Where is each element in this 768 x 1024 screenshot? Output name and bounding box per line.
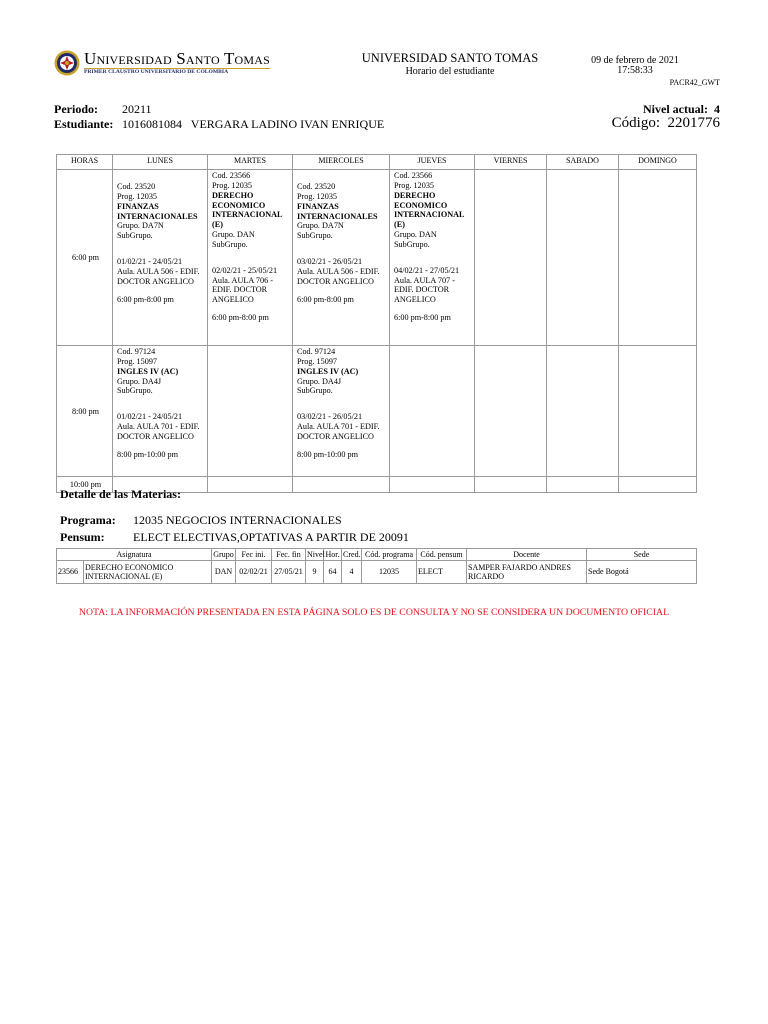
cell-cod-programa: 12035 bbox=[362, 561, 417, 584]
empty-cell bbox=[475, 346, 547, 477]
class-subgrupo: SubGrupo. bbox=[117, 231, 153, 241]
empty-cell bbox=[208, 477, 293, 493]
class-aula: Aula. AULA 707 - EDIF. DOCTOR ANGELICO bbox=[394, 275, 455, 305]
periodo-value: 20211 bbox=[122, 102, 152, 116]
pensum-value: ELECT ELECTIVAS,OPTATIVAS A PARTIR DE 20091 bbox=[133, 530, 409, 544]
cell-grupo: DAN bbox=[212, 561, 236, 584]
col-fec-ini: Fec ini. bbox=[236, 549, 272, 561]
hour-cell: 6:00 pm bbox=[57, 170, 113, 346]
schedule-row-8pm bbox=[57, 346, 697, 477]
empty-cell bbox=[547, 346, 619, 477]
programa-value: 12035 NEGOCIOS INTERNACIONALES bbox=[133, 513, 342, 527]
col-jueves: JUEVES bbox=[390, 155, 475, 170]
class-grupo: Grupo. DA7N bbox=[117, 221, 164, 231]
cell-nivel: 9 bbox=[306, 561, 324, 584]
col-lunes: LUNES bbox=[113, 155, 208, 170]
class-time: 6:00 pm-8:00 pm bbox=[297, 294, 354, 304]
class-grupo: Grupo. DA4J bbox=[117, 376, 162, 386]
header-date: 09 de febrero de 2021 bbox=[591, 55, 679, 66]
report-code: PACR42_GWT bbox=[669, 78, 720, 87]
class-cod: Cod. 23520 bbox=[297, 182, 336, 191]
programa-label: Programa: bbox=[60, 513, 116, 527]
disclaimer-note: NOTA: LA INFORMACIÓN PRESENTADA EN ESTA PÁGINA SOLO ES DE CONSULTA Y NO SE CONSIDERA UN DOCUMENTO OFICIAL bbox=[78, 607, 670, 618]
class-name: FINANZAS INTERNACIONALES bbox=[297, 201, 378, 221]
class-prog: Prog. 12035 bbox=[117, 191, 158, 201]
class-name: DERECHO ECONOMICO INTERNACIONAL (E) bbox=[394, 190, 465, 230]
periodo-label: Periodo: bbox=[54, 102, 98, 116]
empty-cell bbox=[208, 346, 293, 477]
class-subgrupo: SubGrupo. bbox=[297, 386, 333, 396]
header-subtitle: Horario del estudiante bbox=[405, 66, 495, 77]
class-cod: Cod. 97124 bbox=[117, 347, 156, 356]
logo-tagline: PRIMER CLAUSTRO UNIVERSITARIO DE COLOMBIA bbox=[84, 68, 270, 76]
empty-cell bbox=[619, 346, 697, 477]
class-cell-miercoles bbox=[293, 346, 390, 477]
class-time: 6:00 pm-8:00 pm bbox=[117, 294, 174, 304]
class-name: DERECHO ECONOMICO INTERNACIONAL (E) bbox=[212, 190, 283, 230]
cell-sede: Sede Bogotá bbox=[587, 561, 697, 584]
schedule-table bbox=[56, 154, 697, 493]
estudiante-label: Estudiante: bbox=[54, 117, 114, 131]
class-cell-martes bbox=[208, 170, 293, 346]
class-name: INGLES IV (AC) bbox=[297, 366, 359, 376]
class-aula: Aula. AULA 506 - EDIF. DOCTOR ANGELICO bbox=[297, 266, 380, 286]
class-aula: Aula. AULA 701 - EDIF. DOCTOR ANGELICO bbox=[117, 422, 200, 441]
university-logo bbox=[54, 48, 271, 78]
cell-hor: 64 bbox=[324, 561, 342, 584]
class-name: FINANZAS INTERNACIONALES bbox=[117, 201, 198, 221]
class-cell-lunes bbox=[113, 170, 208, 346]
col-horas: HORAS bbox=[57, 155, 113, 170]
class-aula: Aula. AULA 706 - EDIF. DOCTOR ANGELICO bbox=[212, 275, 273, 305]
empty-cell bbox=[547, 170, 619, 346]
class-dates: 01/02/21 - 24/05/21 bbox=[117, 257, 183, 267]
hour-cell: 10:00 pm bbox=[57, 477, 113, 493]
class-time: 8:00 pm-10:00 pm bbox=[117, 449, 178, 459]
col-martes: MARTES bbox=[208, 155, 293, 170]
col-viernes: VIERNES bbox=[475, 155, 547, 170]
class-dates: 01/02/21 - 24/05/21 bbox=[117, 412, 183, 422]
class-prog: Prog. 12035 bbox=[394, 180, 435, 190]
class-aula: Aula. AULA 506 - EDIF. DOCTOR ANGELICO bbox=[117, 266, 200, 286]
col-sede: Sede bbox=[587, 549, 697, 561]
class-dates: 02/02/21 - 25/05/21 bbox=[212, 265, 278, 275]
empty-cell bbox=[619, 477, 697, 493]
empty-cell bbox=[390, 477, 475, 493]
table-row bbox=[57, 561, 697, 584]
class-cell-jueves bbox=[390, 170, 475, 346]
empty-cell bbox=[547, 477, 619, 493]
class-grupo: Grupo. DAN bbox=[212, 230, 255, 240]
class-prog: Prog. 15097 bbox=[297, 356, 338, 366]
class-subgrupo: SubGrupo. bbox=[117, 386, 153, 396]
class-prog: Prog. 12035 bbox=[212, 180, 253, 190]
col-fec-fin: Fec. fin bbox=[272, 549, 306, 561]
class-name: INGLES IV (AC) bbox=[117, 366, 179, 376]
col-sabado: SABADO bbox=[547, 155, 619, 170]
class-cod: Cod. 23566 bbox=[212, 171, 251, 180]
codigo-estudiante: Código: 2201776 bbox=[611, 115, 720, 131]
cell-docente: SAMPER FAJARDO ANDRES RICARDO bbox=[467, 561, 587, 584]
class-subgrupo: SubGrupo. bbox=[297, 231, 333, 241]
subjects-detail-table bbox=[56, 548, 697, 584]
class-prog: Prog. 12035 bbox=[297, 191, 338, 201]
col-cod-programa: Cód. programa bbox=[362, 549, 417, 561]
col-docente: Docente bbox=[467, 549, 587, 561]
col-nivel: Nivel bbox=[307, 549, 325, 559]
class-dates: 04/02/21 - 27/05/21 bbox=[394, 265, 460, 275]
schedule-row-6pm bbox=[57, 170, 697, 346]
detail-header-row bbox=[57, 549, 697, 561]
class-cod: Cod. 97124 bbox=[297, 347, 336, 356]
class-cod: Cod. 23520 bbox=[117, 182, 156, 191]
col-hor: Hor. bbox=[325, 549, 340, 559]
class-grupo: Grupo. DA7N bbox=[297, 221, 344, 231]
col-miercoles: MIERCOLES bbox=[293, 155, 390, 170]
schedule-header-row bbox=[57, 155, 697, 170]
detalle-title: Detalle de las Materias: bbox=[60, 487, 181, 501]
col-cod-pensum: Cód. pensum bbox=[417, 549, 467, 561]
cell-fec-fin: 27/05/21 bbox=[272, 561, 306, 584]
nivel-actual: Nivel actual: 4 bbox=[643, 102, 720, 116]
col-asignatura: Asignatura bbox=[57, 549, 212, 561]
empty-cell bbox=[390, 346, 475, 477]
class-dates: 03/02/21 - 26/05/21 bbox=[297, 412, 363, 422]
cell-fec-ini: 02/02/21 bbox=[236, 561, 272, 584]
col-cred: Cred. bbox=[343, 549, 361, 559]
class-time: 6:00 pm-8:00 pm bbox=[212, 313, 269, 323]
class-subgrupo: SubGrupo. bbox=[394, 239, 430, 249]
header-title: UNIVERSIDAD SANTO TOMAS bbox=[361, 51, 539, 65]
empty-cell bbox=[475, 170, 547, 346]
empty-cell bbox=[293, 477, 390, 493]
empty-cell bbox=[475, 477, 547, 493]
hour-cell: 8:00 pm bbox=[57, 346, 113, 477]
cell-cod: 23566 bbox=[57, 561, 84, 584]
class-cod: Cod. 23566 bbox=[394, 171, 433, 180]
university-seal-icon bbox=[54, 50, 80, 76]
class-prog: Prog. 15097 bbox=[117, 356, 158, 366]
class-cell-lunes bbox=[113, 346, 208, 477]
col-grupo: Grupo bbox=[213, 549, 234, 559]
col-domingo: DOMINGO bbox=[619, 155, 697, 170]
logo-name: Universidad Santo Tomas bbox=[84, 49, 271, 69]
cell-cred: 4 bbox=[342, 561, 362, 584]
class-dates: 03/02/21 - 26/05/21 bbox=[297, 257, 363, 267]
cell-asignatura: DERECHO ECONOMICO INTERNACIONAL (E) bbox=[84, 561, 212, 584]
cell-cod-pensum: ELECT bbox=[417, 561, 467, 584]
estudiante-value: 1016081084 VERGARA LADINO IVAN ENRIQUE bbox=[122, 117, 385, 131]
class-grupo: Grupo. DA4J bbox=[297, 376, 342, 386]
pensum-label: Pensum: bbox=[60, 530, 105, 544]
class-time: 6:00 pm-8:00 pm bbox=[394, 313, 451, 323]
class-grupo: Grupo. DAN bbox=[394, 230, 437, 240]
class-aula: Aula. AULA 701 - EDIF. DOCTOR ANGELICO bbox=[297, 422, 380, 441]
class-time: 8:00 pm-10:00 pm bbox=[297, 449, 358, 459]
header-time: 17:58:33 bbox=[617, 65, 653, 76]
class-subgrupo: SubGrupo. bbox=[212, 239, 248, 249]
class-cell-miercoles bbox=[293, 170, 390, 346]
empty-cell bbox=[619, 170, 697, 346]
